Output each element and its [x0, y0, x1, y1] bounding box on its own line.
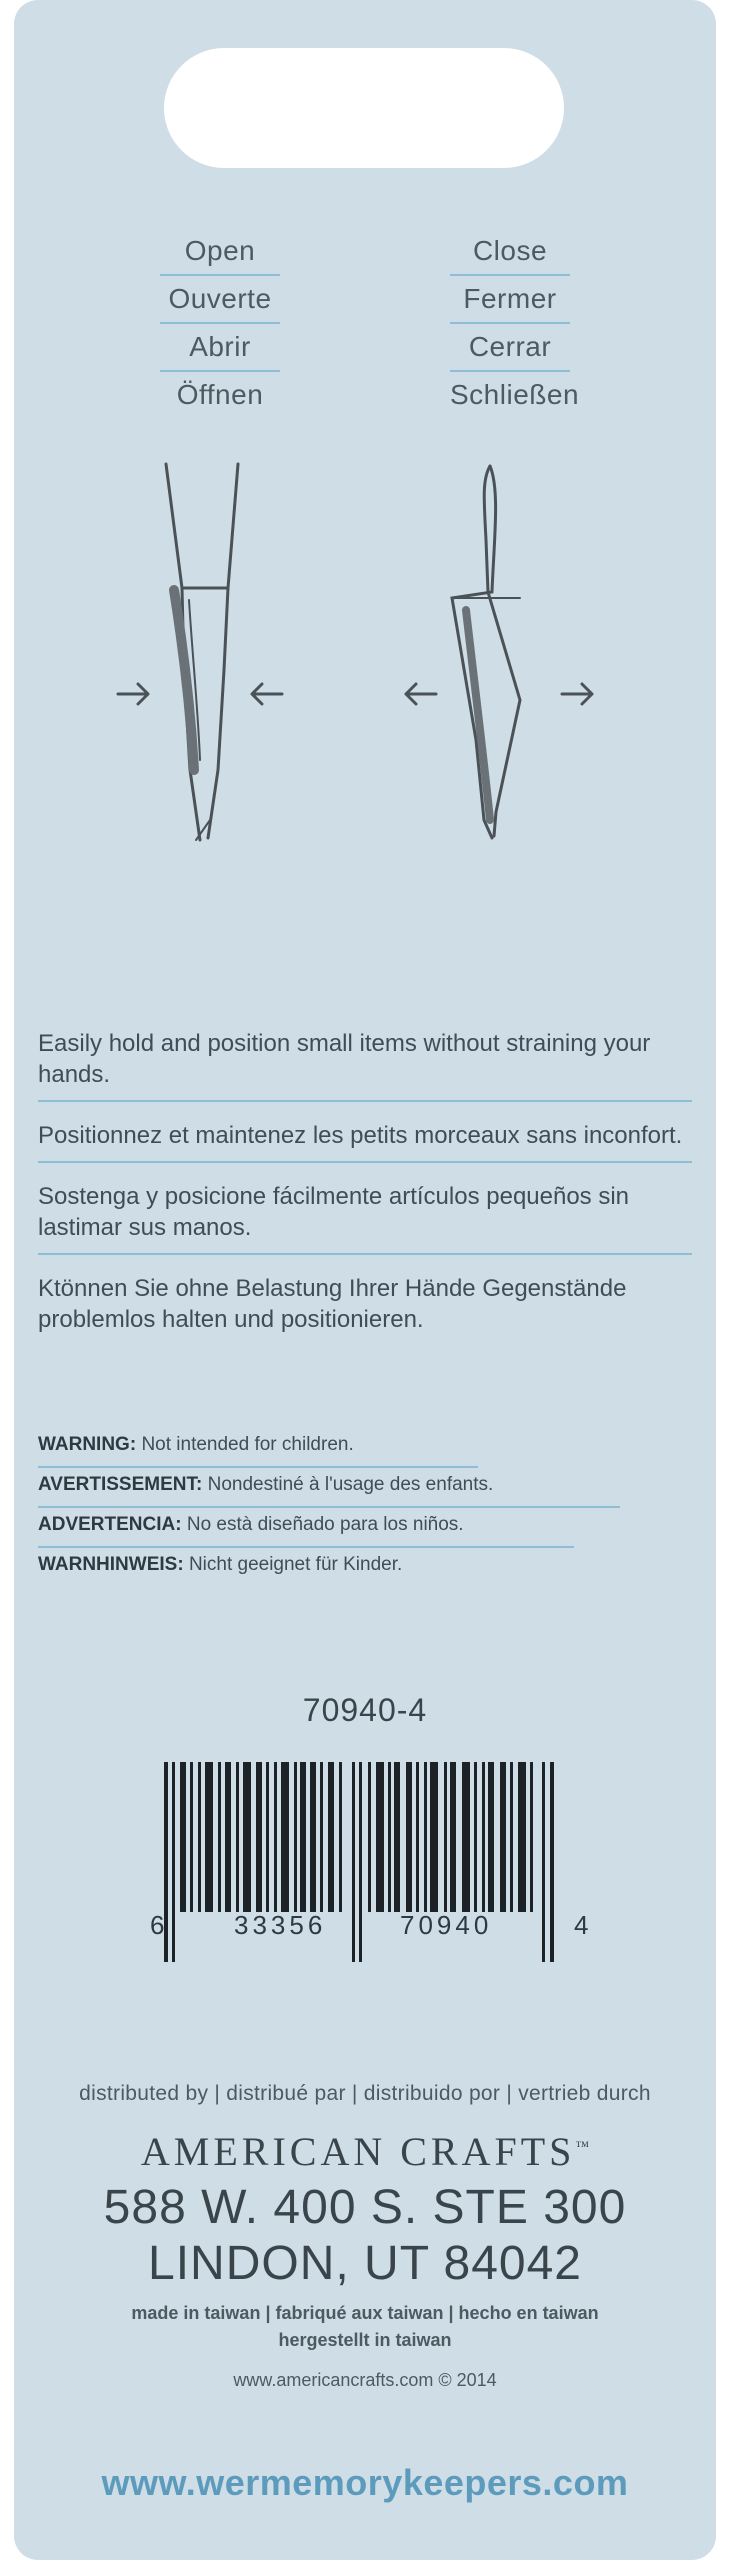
close-word-es: Cerrar — [450, 324, 570, 372]
sku-number: 70940-4 — [302, 1692, 428, 1728]
warnings — [38, 1428, 692, 1586]
close-word-fr: Fermer — [450, 276, 570, 324]
close-word-de: Schließen — [450, 379, 580, 410]
open-column — [120, 228, 320, 418]
barcode-right-group: 70940 — [400, 1910, 493, 1940]
close-word-en: Close — [450, 228, 570, 276]
hang-hole — [164, 48, 564, 168]
arrow-left-icon — [252, 684, 282, 704]
description-de: Ktönnen Sie ohne Belastung Ihrer Hände Gegenstände problemlos halten und positionieren. — [38, 1275, 627, 1333]
close-column — [410, 228, 610, 418]
open-tweezers-icon — [166, 464, 238, 840]
open-word-fr: Ouverte — [160, 276, 280, 324]
description-en: Easily hold and position small items without straining your hands. — [38, 1024, 692, 1102]
address-line-2: LINDON, UT 84042 — [148, 2237, 582, 2290]
descriptions — [38, 1024, 692, 1345]
address-line-1: 588 W. 400 S. STE 300 — [103, 2181, 627, 2234]
open-word-en: Open — [160, 228, 280, 276]
close-tweezers-icon — [452, 466, 520, 838]
product-backing-card — [14, 0, 716, 2560]
warning-de: WARNHINWEIS: Nicht geeignet für Kinder. — [38, 1554, 403, 1575]
tweezers-illustration — [14, 440, 716, 980]
made-in-line-1: made in taiwan | fabriqué aux taiwan | hecho en taiwan — [131, 2303, 599, 2323]
distributor-website: www.americancrafts.com © 2014 — [233, 2370, 497, 2390]
description-fr: Positionnez et maintenez les petits morceaux sans inconfort. — [38, 1116, 692, 1163]
warning-es: ADVERTENCIA: No està diseñado para los niños. — [38, 1508, 574, 1548]
brand-url: www.wermemorykeepers.com — [101, 2462, 629, 2503]
open-word-es: Abrir — [160, 324, 280, 372]
description-es: Sostenga y posicione fácilmente artículos pequeños sin lastimar sus manos. — [38, 1177, 692, 1255]
warning-fr: AVERTISSEMENT: Nondestiné à l'usage des enfants. — [38, 1468, 620, 1508]
distributor-brand: AMERICAN CRAFTS™ — [140, 2129, 590, 2174]
barcode-check-digit: 4 — [574, 1910, 589, 1940]
barcode — [164, 1762, 566, 1962]
arrow-right-icon — [118, 684, 148, 704]
barcode-first-digit: 6 — [150, 1910, 165, 1940]
made-in — [14, 2300, 716, 2354]
warning-en: WARNING: Not intended for children. — [38, 1428, 478, 1468]
distributed-by-label: distributed by | distribué par | distribuido por | vertrieb durch — [79, 2082, 651, 2105]
made-in-line-2: hergestellt in taiwan — [278, 2330, 452, 2350]
open-word-de: Öffnen — [176, 379, 264, 410]
arrow-right-icon — [562, 684, 592, 704]
arrow-left-icon — [406, 684, 436, 704]
barcode-left-group: 33356 — [234, 1910, 327, 1940]
